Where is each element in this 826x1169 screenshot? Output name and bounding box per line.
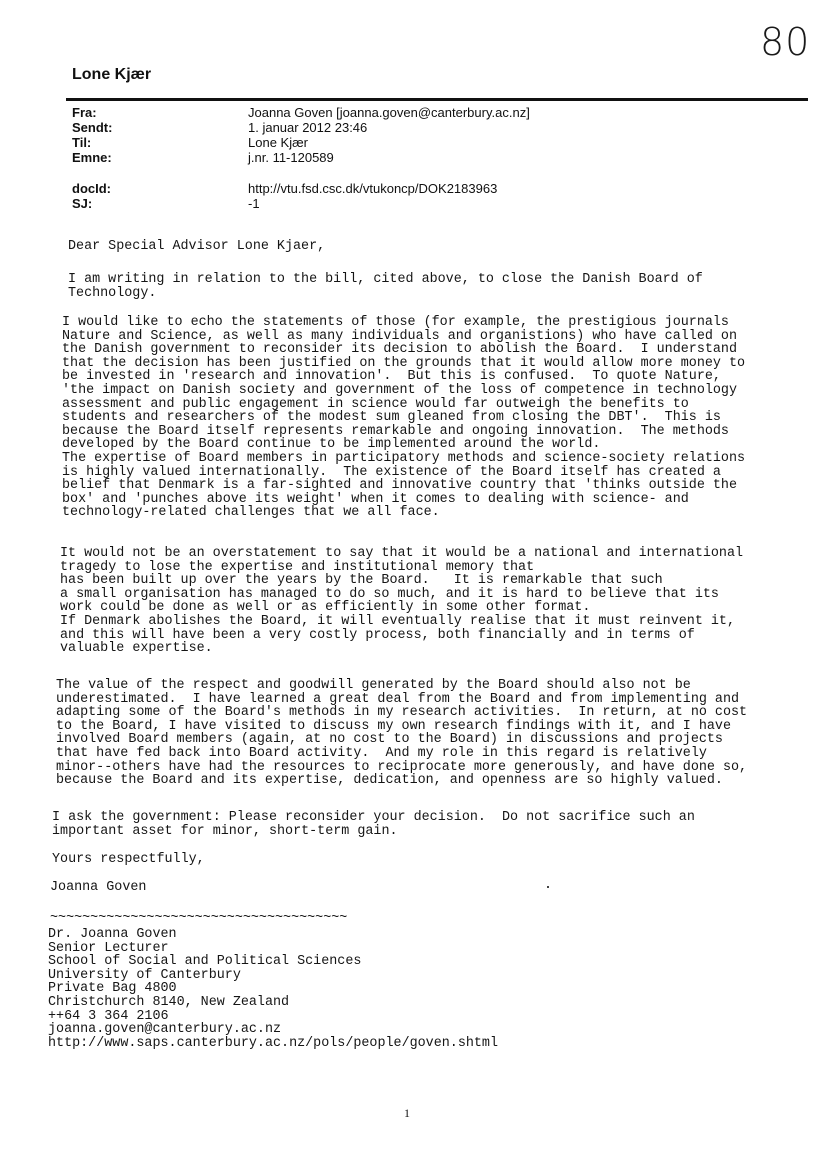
meta-label: Sendt: [72, 120, 113, 135]
text-line: Dr. Joanna Goven [48, 927, 177, 942]
text-line: University of Canterbury [48, 967, 241, 983]
text-line: belief that Denmark is a far-sighted and innovative country that 'thinks outside the [62, 478, 737, 494]
text-line: important asset for minor, short-term gain. [52, 823, 398, 839]
text-line: because the Board and its expertise, dedication, and openness are so highly valued. [56, 773, 723, 789]
text-line: http://www.saps.canterbury.ac.nz/pols/people/goven.shtml [48, 1035, 498, 1051]
meta-value: j.nr. 11-120589 [248, 150, 334, 165]
text-line: I would like to echo the statements of those (for example, the prestigious journals [62, 315, 729, 330]
mailbox-owner-name: Lone Kjær [72, 66, 152, 83]
meta-value: http://vtu.fsd.csc.dk/vtukoncp/DOK2183963 [248, 181, 498, 196]
meta-label: Emne: [72, 150, 112, 165]
text-line: underestimated. I have learned a great deal from the Board and from implementing and [56, 691, 740, 707]
meta-value: 1. januar 2012 23:46 [248, 120, 368, 135]
text-line: joanna.goven@canterbury.ac.nz [48, 1022, 282, 1038]
text-line: students and researchers of the modest sum gleaned from closing the DBT'. This is [62, 410, 721, 426]
text-line: I ask the government: Please reconsider your decision. Do not sacrifice such an [52, 810, 695, 825]
text-line: technology-related challenges that we all face. [62, 505, 440, 521]
text-line: The expertise of Board members in participatory methods and science-society relations [62, 450, 746, 466]
handwritten-page-number: 80 [760, 20, 811, 64]
text-line: involved Board members (again, at no cost to the Board) in discussions and projects [56, 732, 723, 748]
text-line: Technology. [68, 285, 157, 301]
text-line: a small organisation has managed to do so much, and it is hard to believe that its [60, 586, 719, 602]
text-line: the Danish government to reconsider its decision to abolish the Board. I understand [62, 342, 737, 358]
letter-salutation: Dear Special Advisor Lone Kjaer, [68, 239, 326, 254]
text-line: that the decision has been justified on the grounds that it would allow more money to [62, 355, 746, 371]
letter-paragraph-1 [68, 273, 703, 300]
text-line: Private Bag 4800 [48, 981, 177, 997]
letter-signature-name: Joanna Goven [50, 880, 147, 895]
text-line: to the Board, I have visited to discuss my own research findings with it, and I have [56, 718, 731, 734]
text-line: adapting some of the Board's methods in my research activities. In return, at no cost [56, 705, 748, 721]
meta-value: Lone Kjær [248, 135, 308, 150]
text-line: is highly valued internationally. The existence of the Board itself has created a [62, 464, 721, 480]
signature-block [48, 928, 498, 1050]
meta-value: -1 [248, 196, 260, 211]
text-line: minor--others have had the resources to reciprocate more generously, and have done so, [56, 759, 748, 775]
meta-label: docId: [72, 181, 111, 196]
text-line: developed by the Board continue to be implemented around the world. [62, 437, 601, 453]
text-line: be invested in 'research and innovation'. But this is confused. To quote Nature, [62, 369, 721, 385]
page-footer-number: 1 [404, 1106, 410, 1120]
text-line: tragedy to lose the expertise and institutional memory that [60, 559, 535, 575]
text-line: Nature and Science, as well as many individuals and organistions) who have called on [62, 328, 737, 344]
scan-speck [547, 886, 549, 888]
text-line: has been built up over the years by the Board. It is remarkable that such [60, 573, 663, 589]
text-line: It would not be an overstatement to say that it would be a national and international [60, 546, 744, 561]
text-line: Senior Lecturer [48, 940, 169, 956]
meta-label: SJ: [72, 196, 93, 211]
text-line: The value of the respect and goodwill generated by the Board should also not be [56, 678, 691, 693]
meta-label: Til: [72, 135, 92, 150]
text-line: Christchurch 8140, New Zealand [48, 994, 290, 1010]
text-line: ++64 3 364 2106 [48, 1008, 169, 1024]
text-line: School of Social and Political Sciences [48, 954, 362, 970]
text-line: because the Board itself represents remarkable and ongoing innovation. The methods [62, 423, 729, 439]
text-line: 'the impact on Danish society and government of the loss of competence in technology [62, 382, 737, 398]
letter-paragraph-2 [62, 316, 745, 520]
text-line: work could be done as well or as efficiently in some other format. [60, 600, 591, 616]
meta-label: Fra: [72, 105, 97, 120]
signature-rule: ~~~~~~~~~~~~~~~~~~~~~~~~~~~~~~~~~~~~~ [50, 911, 348, 926]
text-line: If Denmark abolishes the Board, it will eventually realise that it must reinvent it, [60, 613, 735, 629]
letter-paragraph-4 [56, 679, 747, 788]
text-line: assessment and public engagement in science would far outweigh the benefits to [62, 396, 689, 412]
text-line: valuable expertise. [60, 641, 213, 657]
letter-paragraph-5 [52, 811, 695, 838]
meta-value: Joanna Goven [joanna.goven@canterbury.ac.nz] [248, 105, 530, 120]
text-line: that have fed back into Board activity. And my role in this regard is relatively [56, 745, 707, 761]
letter-paragraph-3 [60, 547, 743, 656]
text-line: I am writing in relation to the bill, cited above, to close the Danish Board of [68, 272, 703, 287]
text-line: box' and 'punches above its weight' when it comes to dealing with science- and [62, 491, 689, 507]
text-line: and this will have been a very costly process, both financially and in terms of [60, 627, 695, 643]
header-divider [66, 98, 808, 101]
letter-closing: Yours respectfully, [52, 852, 205, 867]
